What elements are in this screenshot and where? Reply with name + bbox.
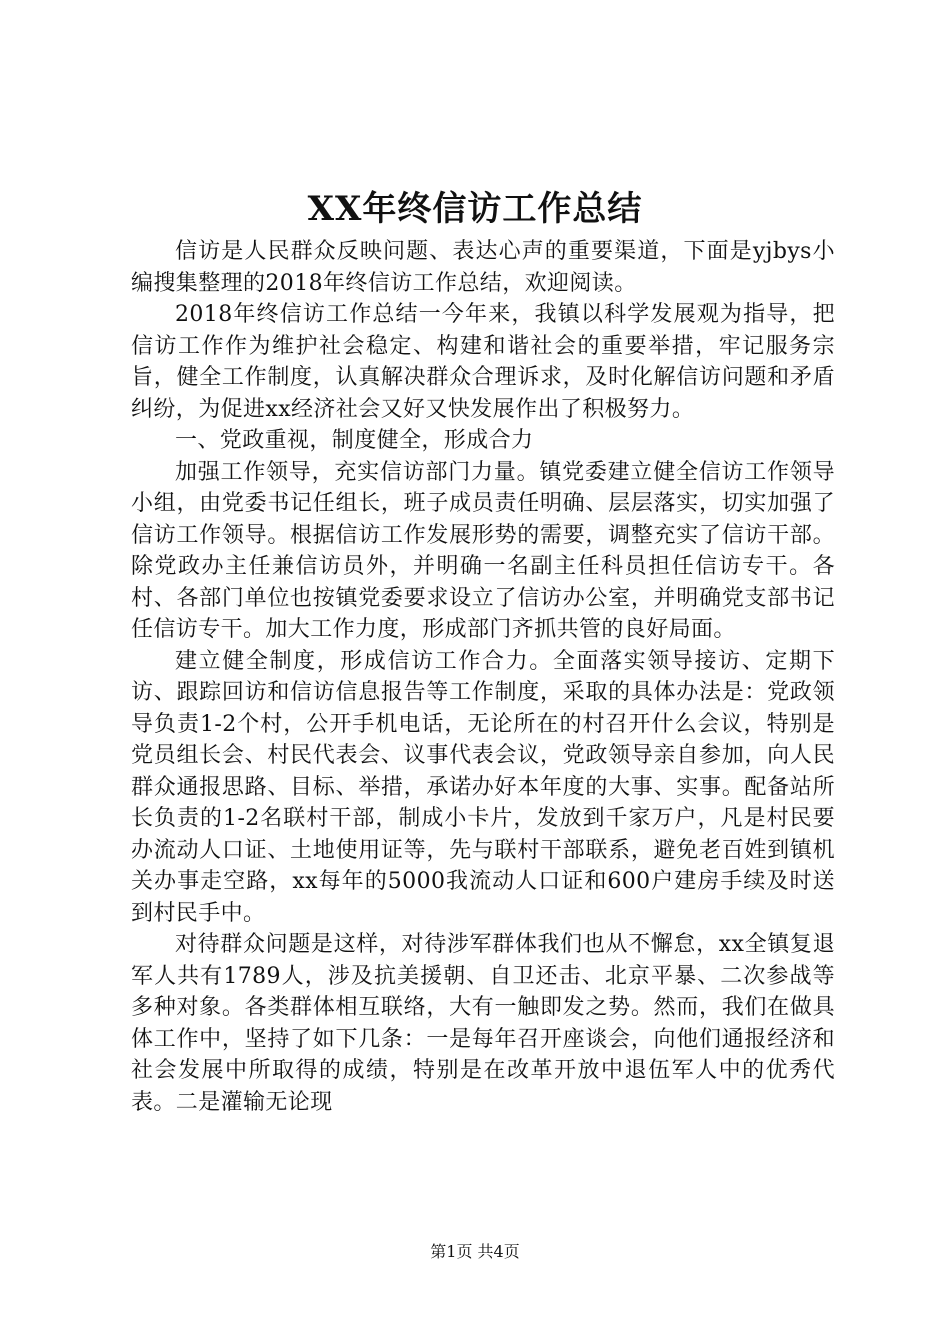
paragraph-leadership: 加强工作领导，充实信访部门力量。镇党委建立健全信访工作领导小组，由党委书记任组长，班子成员责任明确、层层落实，切实加强了信访工作领导。根据信访工作发展形势的需要，调整充实了信访干部。除党政办主任兼信访员外，并明确一名副主任科员担任信访专干。各村、各部门单位也按镇党委要求设立了信访办公室，并明确党支部书记任信访专干。加大工作力度，形成部门齐抓共管的良好局面。: [131, 459, 835, 642]
paragraph-summary: 2018年终信访工作总结一今年来，我镇以科学发展观为指导，把信访工作作为维护社会稳定、构建和谐社会的重要举措，牢记服务宗旨，健全工作制度，认真解决群众合理诉求，及时化解信访问题和矛盾纠纷，为促进xx经济社会又好又快发展作出了积极努力。: [131, 302, 835, 422]
paragraph-system: 建立健全制度，形成信访工作合力。全面落实领导接访、定期下访、跟踪回访和信访信息报告等工作制度，采取的具体办法是：党政领导负责1-2个村，公开手机电话，无论所在的村召开什么会议，特别是党员组长会、村民代表会、议事代表会议，党政领导亲自参加，向人民群众通报思路、目标、举措，承诺办好本年度的大事、实事。配备站所长负责的1-2名联村干部，制成小卡片，发放到千家万户，凡是村民要办流动人口证、土地使用证等，先与联村干部联系，避免老百姓到镇机关办事走空路，xx每年的5000我流动人口证和600户建房手续及时送到村民手中。: [131, 648, 835, 926]
document-title: XX年终信访工作总结: [307, 189, 643, 229]
paragraph-intro: 信访是人民群众反映问题、表达心声的重要渠道，下面是yjbys小编搜集整理的2018年终信访工作总结，欢迎阅读。: [131, 239, 835, 296]
document-body: [131, 236, 835, 1118]
paragraph-veterans: 对待群众问题是这样，对待涉军群体我们也从不懈怠，xx全镇复退军人共有1789人，涉及抗美援朝、自卫还击、北京平暴、二次参战等多种对象。各类群体相互联络，大有一触即发之势。然而，我们在做具体工作中，坚持了如下几条：一是每年召开座谈会，向他们通报经济和社会发展中所取得的成绩，特别是在改革开放中退伍军人中的优秀代表。二是灌输无论现: [131, 932, 835, 1115]
page-footer: 第1页 共4页: [430, 1242, 520, 1261]
section-heading-1: 一、党政重视，制度健全，形成合力: [175, 428, 534, 453]
